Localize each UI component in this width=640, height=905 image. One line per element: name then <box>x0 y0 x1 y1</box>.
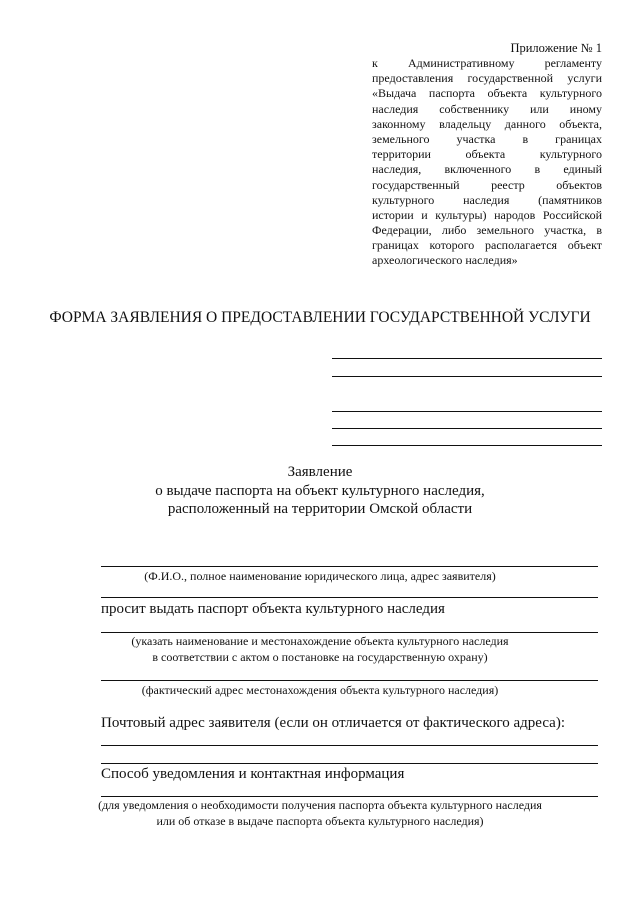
appendix-text <box>372 56 602 269</box>
postal-address-line[interactable] <box>101 763 598 764</box>
form-title: ФОРМА ЗАЯВЛЕНИЯ О ПРЕДОСТАВЛЕНИИ ГОСУДАРСТВЕННОЙ УСЛУГИ <box>49 309 591 326</box>
appendix-line: истории и культуры) народов Российской <box>372 207 602 222</box>
statement-subheading: о выдаче паспорта на объект культурного наследия, <box>155 483 485 499</box>
addressee-line[interactable] <box>332 445 602 446</box>
addressee-line[interactable] <box>332 428 602 429</box>
object-caption: в соответствии с актом о постановке на государственную охрану) <box>152 650 488 664</box>
object-caption: (указать наименование и местонахождение объекта культурного наследия <box>131 634 509 648</box>
appendix-line: археологического наследия» <box>372 253 518 268</box>
addressee-line[interactable] <box>332 376 602 377</box>
applicant-field-line[interactable] <box>101 566 598 567</box>
notification-caption: (для уведомления о необходимости получения паспорта объекта культурного наследия <box>98 798 542 812</box>
statement-heading: Заявление <box>287 464 353 480</box>
notification-label: Способ уведомления и контактная информация <box>101 766 405 782</box>
location-field-line[interactable] <box>101 680 598 681</box>
appendix-title: Приложение № 1 <box>510 41 602 55</box>
appendix-line: предоставления государственной услуги <box>372 71 602 86</box>
appendix-line: границах которого располагается объект <box>372 238 602 253</box>
appendix-line: «Выдача паспорта объекта культурного <box>372 86 602 101</box>
location-caption: (фактический адрес местонахождения объекта культурного наследия) <box>141 683 499 697</box>
postal-address-line[interactable] <box>101 745 598 746</box>
appendix-line: культурного наследия (памятников <box>372 192 602 207</box>
appendix-line: законному владельцу данного объекта, <box>372 116 602 131</box>
appendix-line: земельного участка в границах <box>372 131 602 146</box>
appendix-line: Федерации, либо земельного участка, в <box>372 223 602 238</box>
appendix-line: к Административному регламенту <box>372 56 602 70</box>
statement-subheading: расположенный на территории Омской области <box>167 501 473 517</box>
appendix-line: государственный реестр объектов <box>372 177 602 192</box>
appendix-line: территории объекта культурного <box>372 147 602 162</box>
applicant-field-line[interactable] <box>101 597 598 598</box>
appendix-line: наследия, включенного в единый <box>372 162 602 177</box>
request-text: просит выдать паспорт объекта культурного наследия <box>101 601 445 617</box>
appendix-line: наследия собственнику или иному <box>372 101 602 116</box>
applicant-caption: (Ф.И.О., полное наименование юридического лица, адрес заявителя) <box>144 569 496 583</box>
notification-caption: или об отказе в выдаче паспорта объекта культурного наследия) <box>156 814 484 828</box>
postal-address-label: Почтовый адрес заявителя (если он отличается от фактического адреса): <box>101 715 566 731</box>
addressee-line[interactable] <box>332 411 602 412</box>
addressee-line[interactable] <box>332 358 602 359</box>
